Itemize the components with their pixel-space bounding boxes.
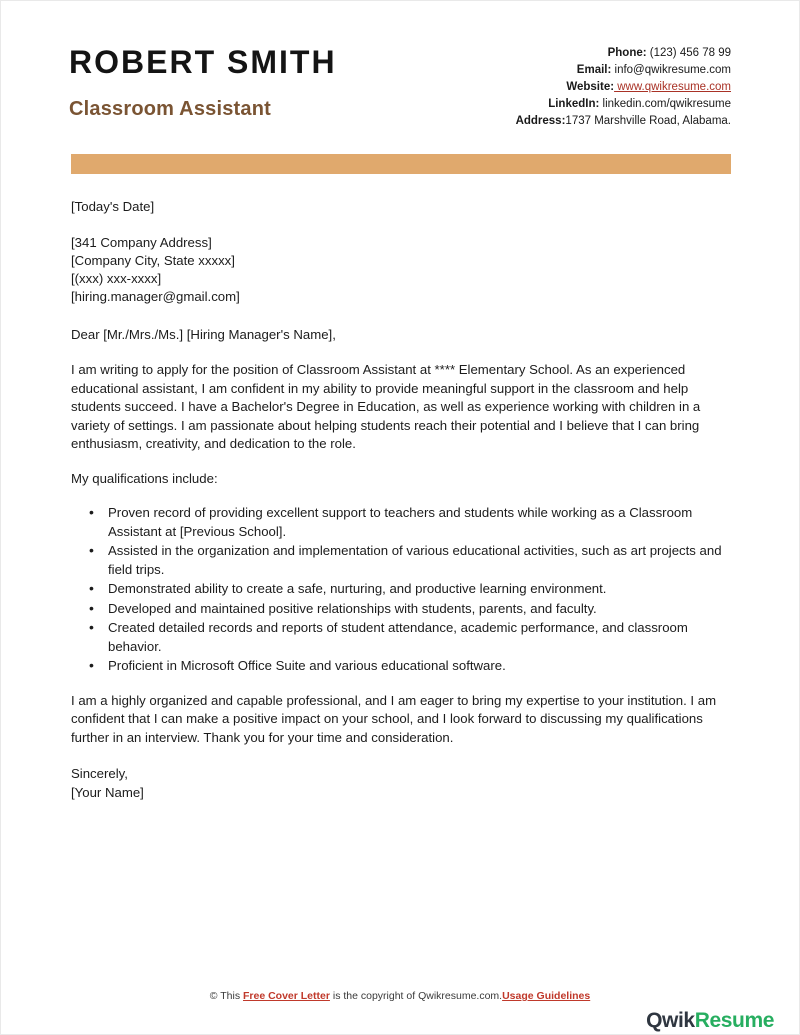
letter-body	[1, 198, 799, 802]
contact-label-website: Website:	[566, 81, 615, 93]
applicant-name: ROBERT SMITH	[69, 44, 337, 80]
contact-label-address: Address:	[515, 115, 566, 127]
qwikresume-logo[interactable]	[646, 1010, 774, 1032]
footer-copyright	[210, 986, 590, 1003]
accent-bar-container	[1, 154, 799, 174]
page-footer	[1, 986, 799, 1032]
contact-label-email: Email:	[576, 64, 612, 76]
document-header	[1, 1, 799, 130]
contact-row-linkedin	[516, 96, 731, 113]
logo-text-resume: Resume	[694, 1009, 774, 1032]
contact-value-website-link[interactable]: www.qwikresume.com	[614, 81, 731, 93]
contact-row-email	[516, 62, 731, 79]
list-item: • Demonstrated ability to create a safe, nurturing, and productive learning environment.	[108, 580, 729, 599]
signature-name: [Your Name]	[71, 784, 144, 800]
letter-date: [Today's Date]	[71, 199, 155, 214]
contact-row-website	[516, 79, 731, 96]
list-item: • Created detailed records and reports of student attendance, academic performance, and classroom behavior.	[108, 619, 729, 656]
recipient-address-line: [341 Company Address]	[71, 235, 212, 250]
applicant-job-title: Classroom Assistant	[69, 98, 272, 121]
footer-copyright-prefix: © This	[209, 990, 243, 1002]
list-item: • Proficient in Microsoft Office Suite and various educational software.	[108, 657, 729, 676]
recipient-address-line: [(xxx) xxx-xxxx]	[71, 271, 162, 286]
list-item: • Developed and maintained positive relationships with students, parents, and faculty.	[108, 600, 729, 619]
footer-copyright-middle: is the copyright of Qwikresume.com.	[329, 990, 503, 1002]
closing-paragraph: I am a highly organized and capable professional, and I am eager to bring my expertise to your institution. I am confident that I can make a positive impact on your school, and I look forward to discussing my qualifications further in an interview. Thank you for your time and consideration.	[71, 692, 717, 745]
contact-value-address: 1737 Marshville Road, Alabama.	[565, 115, 731, 127]
recipient-address-block	[71, 234, 729, 306]
list-item: • Proven record of providing excellent support to teachers and students while working as a Classroom Assistant at [Previous School].	[108, 504, 729, 541]
contact-info-block	[516, 39, 731, 130]
sign-off-block	[71, 765, 729, 802]
recipient-address-line: [Company City, State xxxxx]	[71, 253, 235, 268]
opening-paragraph: I am writing to apply for the position of Classroom Assistant at **** Elementary School. As an experienced educational assistant, I am confident in my ability to provide meaningful support in the classroom and help students succeed. I have a Bachelor's Degree in Education, as well as experience working with children in a variety of settings. I am passionate about helping students reach their potential and I believe that I can bring enthusiasm, creativity, and dedication to the role.	[71, 362, 701, 451]
logo-text-qwik: Qwik	[646, 1009, 695, 1032]
contact-value-linkedin: linkedin.com/qwikresume	[599, 98, 731, 110]
contact-label-phone: Phone:	[607, 47, 647, 59]
contact-value-phone: (123) 456 78 99	[646, 47, 731, 59]
sign-off-text: Sincerely,	[71, 766, 128, 781]
free-cover-letter-link[interactable]: Free Cover Letter	[242, 990, 330, 1002]
accent-divider-bar	[71, 154, 731, 174]
qualifications-list	[71, 504, 729, 676]
contact-row-address	[516, 113, 731, 130]
contact-value-email: info@qwikresume.com	[611, 64, 731, 76]
contact-row-phone	[516, 45, 731, 62]
identity-block	[69, 39, 337, 120]
list-item: • Assisted in the organization and implementation of various educational activities, such as art projects and field trips.	[108, 542, 729, 579]
usage-guidelines-link[interactable]: Usage Guidelines	[502, 990, 591, 1002]
recipient-address-line: [hiring.manager@gmail.com]	[71, 289, 240, 304]
salutation: Dear [Mr./Mrs./Ms.] [Hiring Manager's Name],	[71, 327, 336, 342]
contact-label-linkedin: LinkedIn:	[548, 98, 600, 110]
qualifications-intro: My qualifications include:	[71, 470, 218, 486]
